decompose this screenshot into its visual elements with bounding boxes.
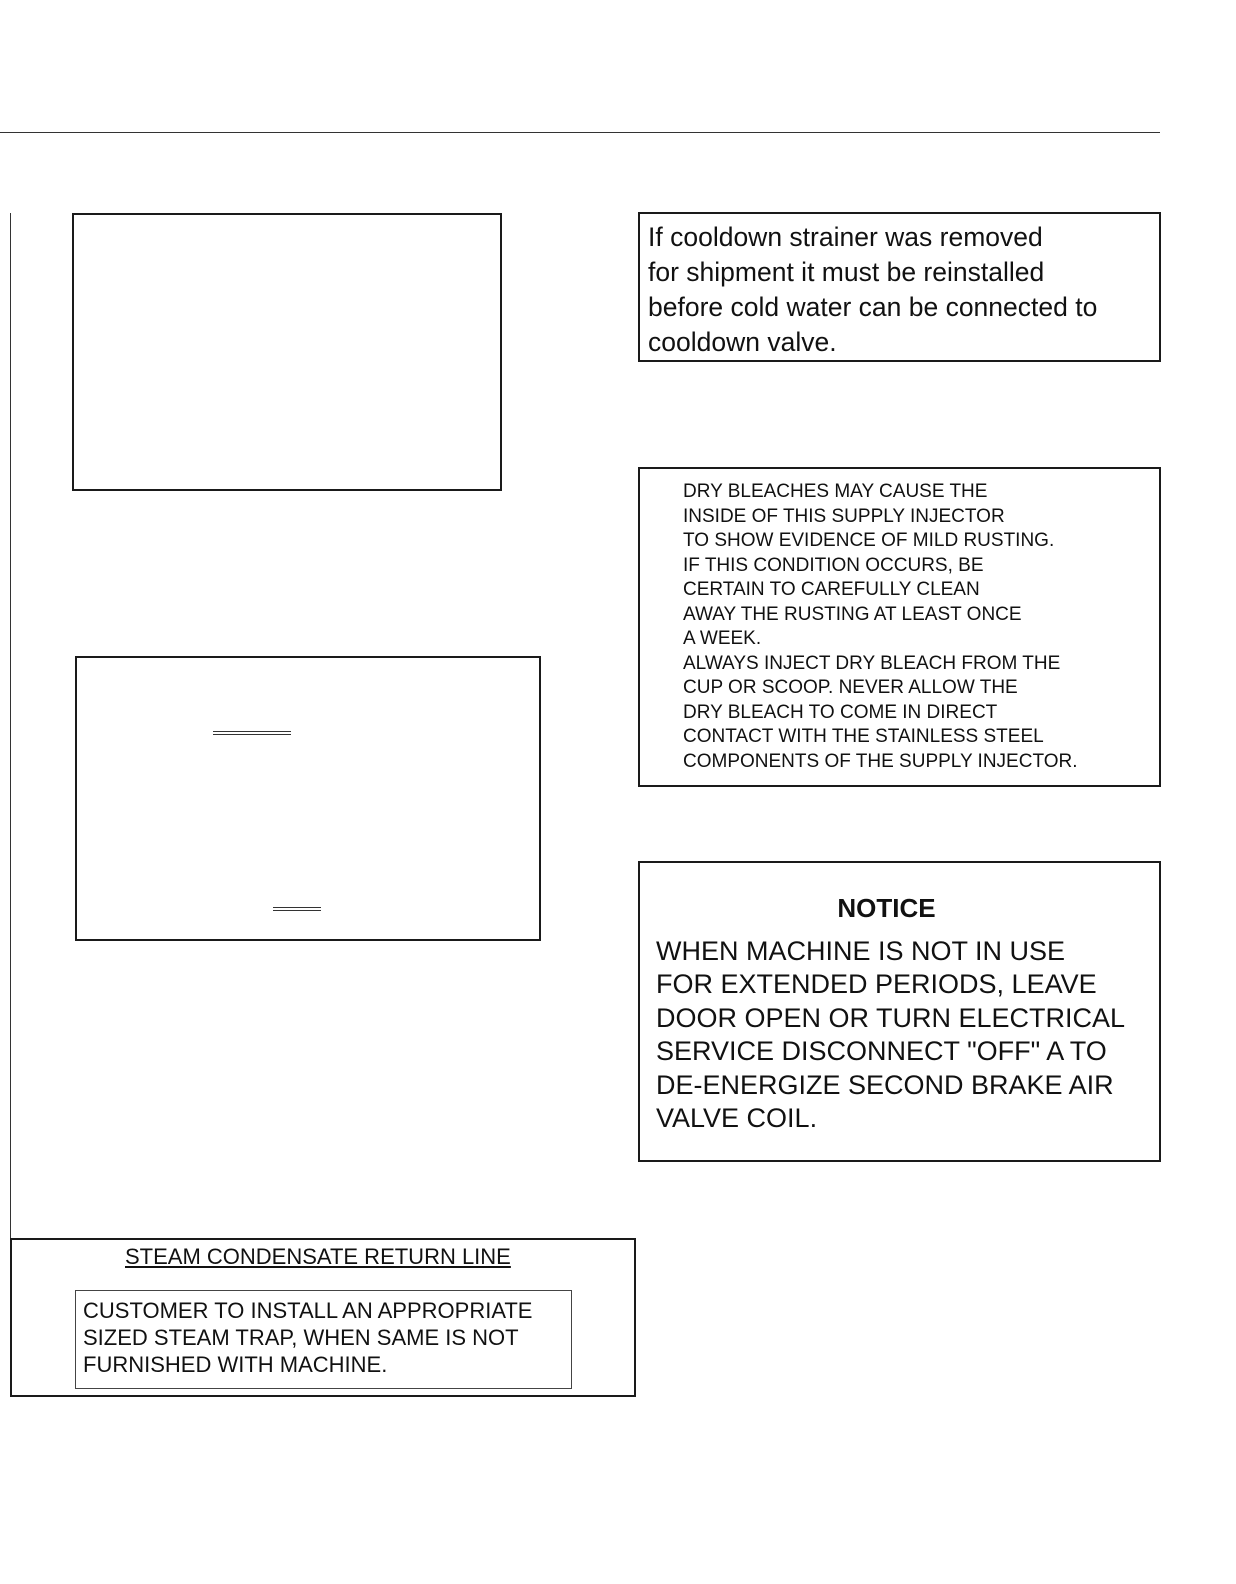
text-line: AWAY THE RUSTING AT LEAST ONCE <box>683 603 1022 625</box>
text-line: FOR EXTENDED PERIODS, LEAVE <box>656 969 1097 1000</box>
dry-bleach-warning <box>638 467 1161 787</box>
text-line: FURNISHED WITH MACHINE. <box>83 1352 388 1377</box>
text-line: DRY BLEACH TO COME IN DIRECT <box>683 701 998 723</box>
notice-title-text: NOTICE <box>837 893 936 923</box>
text-line: for shipment it must be reinstalled <box>648 257 1045 287</box>
text-line: SIZED STEAM TRAP, WHEN SAME IS NOT <box>83 1325 519 1350</box>
steam-note-text <box>83 1297 571 1378</box>
bleach-warning-text <box>683 480 1159 774</box>
blank-frame-lower <box>75 656 541 941</box>
double-rule-mark-lower <box>273 907 321 911</box>
text-line: A WEEK. <box>683 628 762 649</box>
cooldown-strainer-note <box>638 212 1161 362</box>
steam-condensate-note <box>10 1238 636 1397</box>
text-line: IF THIS CONDITION OCCURS, BE <box>683 554 984 576</box>
text-line: DOOR OPEN OR TURN ELECTRICAL <box>656 1002 1126 1033</box>
text-line: DE-ENERGIZE SECOND BRAKE AIR <box>656 1069 1114 1100</box>
text-line: ALWAYS INJECT DRY BLEACH FROM THE <box>683 652 1061 674</box>
steam-note-inner-box <box>75 1290 572 1389</box>
text-line: CUSTOMER TO INSTALL AN APPROPRIATE <box>83 1298 533 1323</box>
top-horizontal-rule <box>0 132 1160 133</box>
cooldown-note-text <box>648 220 1159 360</box>
text-line: CUP OR SCOOP. NEVER ALLOW THE <box>683 677 1018 698</box>
text-line: CERTAIN TO CAREFULLY CLEAN <box>683 579 980 600</box>
blank-frame-upper <box>72 213 502 491</box>
text-line: before cold water can be connected to <box>648 292 1098 322</box>
text-line: COMPONENTS OF THE SUPPLY INJECTOR. <box>683 750 1078 772</box>
text-line: DRY BLEACHES MAY CAUSE THE <box>683 481 988 502</box>
double-rule-mark-upper <box>213 731 291 735</box>
text-line: VALVE COIL. <box>656 1103 818 1134</box>
text-line: If cooldown strainer was removed <box>648 222 1043 252</box>
notice-box <box>638 861 1161 1162</box>
text-line: TO SHOW EVIDENCE OF MILD RUSTING. <box>683 530 1055 551</box>
left-vertical-rule <box>10 213 11 1240</box>
steam-note-heading: STEAM CONDENSATE RETURN LINE <box>125 1244 511 1269</box>
notice-title <box>640 893 1159 924</box>
notice-text <box>656 935 1125 1135</box>
text-line: INSIDE OF THIS SUPPLY INJECTOR <box>683 505 1005 527</box>
text-line: CONTACT WITH THE STAINLESS STEEL <box>683 726 1044 747</box>
text-line: WHEN MACHINE IS NOT IN USE <box>656 936 1066 966</box>
text-line: cooldown valve. <box>648 327 837 357</box>
text-line: SERVICE DISCONNECT "OFF" A TO <box>656 1036 1107 1067</box>
